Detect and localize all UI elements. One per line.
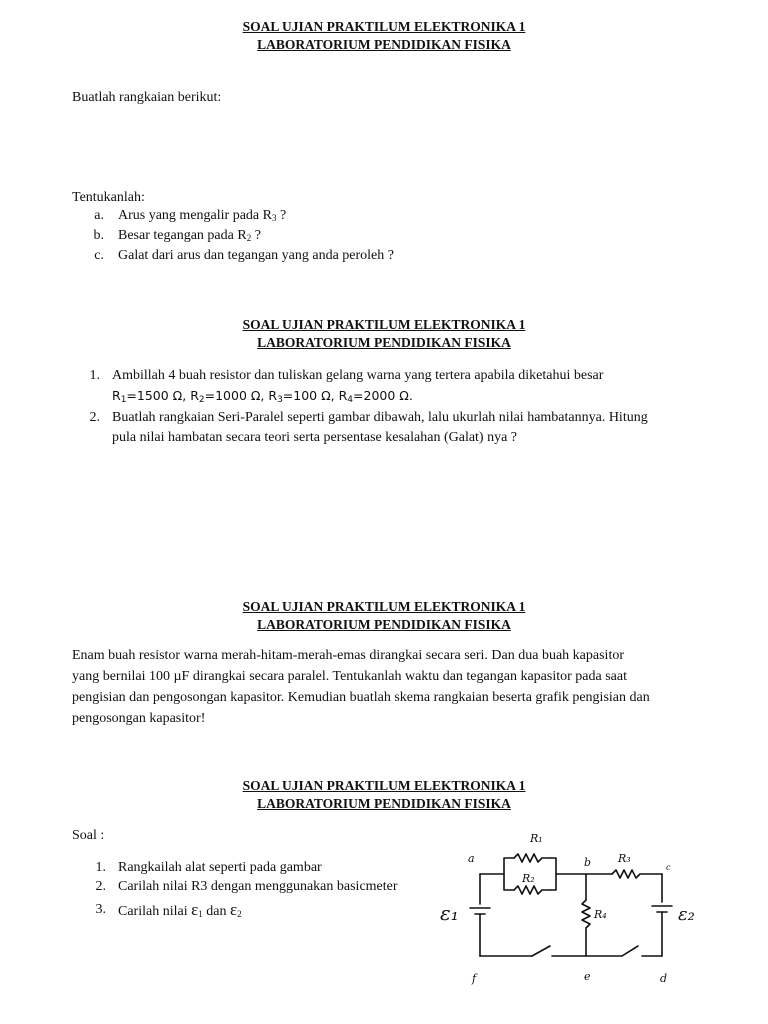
- resistor-r4: [582, 900, 590, 956]
- label-a: a: [468, 852, 475, 865]
- section-4-heading: [0, 777, 768, 813]
- switch-left: [532, 946, 550, 956]
- section-1-heading: [0, 18, 768, 54]
- heading-line-2: LABORATORIUM PENDIDIKAN FISIKA: [257, 796, 511, 811]
- label-b: b: [584, 856, 592, 869]
- heading-line-2: LABORATORIUM PENDIDIKAN FISIKA: [257, 37, 511, 52]
- list-marker: 1.: [95, 860, 106, 875]
- resistor-r3: [612, 870, 662, 878]
- resistor-values: $R_1=1500$ Ω, $R_2=1000$ Ω, $R_3=100$ Ω, $R_4=2000$ Ω.: [112, 388, 413, 405]
- resistor-r2: [514, 886, 550, 894]
- heading-line-2: LABORATORIUM PENDIDIKAN FISIKA: [257, 335, 511, 350]
- battery-e2: [652, 906, 672, 912]
- section-2-heading: [0, 316, 768, 352]
- circuit-diagram: [434, 822, 709, 990]
- battery-e1: [470, 908, 490, 914]
- heading-line-1: SOAL UJIAN PRAKTILUM ELEKTRONIKA 1: [242, 599, 526, 614]
- list-marker: 3.: [95, 902, 106, 917]
- label-e2: ε₂: [678, 904, 695, 925]
- section-4-label: Soal :: [72, 828, 105, 843]
- label-e: e: [584, 970, 591, 983]
- wire-a: [480, 858, 514, 874]
- label-r1: R₁: [530, 832, 543, 845]
- section-1-lead: Tentukanlah:: [72, 190, 145, 205]
- section-3-paragraph: Enam buah resistor warna merah-hitam-merah-emas dirangkai secara seri. Dan dua buah kapasitor yang bernilai 100 µF dirangkai secara paralel. Tentukanlah waktu dan tegangan kapasitor pada saat pengisian dan pengosongan kapasitor. Kemudian buatlah skema rangkaian beserta grafik pengisian dan pengosongan kapasitor!: [72, 648, 650, 726]
- heading-line-1: SOAL UJIAN PRAKTILUM ELEKTRONIKA 1: [242, 19, 526, 34]
- switch-right: [622, 946, 638, 956]
- heading-line-2: LABORATORIUM PENDIDIKAN FISIKA: [257, 617, 511, 632]
- label-r2: R₂: [522, 872, 535, 885]
- label-f: f: [472, 972, 477, 985]
- label-r3: R₃: [618, 852, 631, 865]
- list-marker: 2.: [95, 879, 106, 894]
- list-marker: a.: [94, 208, 104, 223]
- section-3-heading: [0, 598, 768, 634]
- heading-line-1: SOAL UJIAN PRAKTILUM ELEKTRONIKA 1: [242, 778, 526, 793]
- resistor-r1: [514, 854, 550, 862]
- heading-line-1: SOAL UJIAN PRAKTILUM ELEKTRONIKA 1: [242, 317, 526, 332]
- list-marker: b.: [93, 228, 104, 243]
- list-marker: c.: [94, 248, 104, 263]
- label-d: d: [660, 972, 668, 985]
- list-marker: 1.: [89, 368, 100, 383]
- label-c: c: [666, 863, 671, 872]
- label-r4: R₄: [594, 908, 607, 921]
- list-marker: 2.: [89, 410, 100, 425]
- label-e1: ε₁: [440, 901, 459, 925]
- section-1-intro: Buatlah rangkaian berikut:: [72, 90, 222, 105]
- document-page: SOAL UJIAN PRAKTILUM ELEKTRONIKA 1 LABORATORIUM PENDIDIKAN FISIKA Buatlah rangkaian berikut: Tentukanlah: a. Arus yang mengalir pada $R_3$ ? b. Besar tegangan pada $R_2$ ? c. Galat dari arus dan tegangan yang anda peroleh ? SOAL UJIAN PRAKTILUM ELEKTRONIKA 1 LABORATORIUM PENDIDIKAN FISIKA 1. Ambillah 4 buah resistor dan tuliskan gelang warna yang tertera apabila diketahui besar $R_1=1500$ Ω, $R_2=1000$ Ω, $R_3=100$ Ω, $R_4=2000$ Ω. 2. Buatlah rangkaian Seri-Paralel seperti gambar dibawah, lalu ukurlah nilai hambatannya. Hitung pula nilai hambatan secara teori serta persentase kesalahan (Galat) nya ? SOAL UJIAN PRAKTILUM ELEKTRONIKA 1 LABORATORIUM PENDIDIKAN FISIKA Enam buah resistor warna merah-hitam-merah-emas dirangkai secara seri. Dan dua buah kapasitor yang bernilai 100 µF dirangkai secara paralel. Tentukanlah waktu dan tegangan kapasitor pada saat pengisian dan pengosongan kapasitor. Kemudian buatlah skema rangkaian beserta grafik pengisian dan pengosongan kapasitor! SOAL UJIAN PRAKTILUM ELEKTRONIKA 1 LABORATORIUM PENDIDIKAN FISIKA Soal : 1. Rangkailah alat seperti pada gambar 2. Carilah nilai R3 dengan menggunakan basicmeter 3. Carilah nilai $\varepsilon_1$ dan $\varepsilon_2$ R₁ R₂ R₃ R₄ a b c d e f ε₁ ε₂: [0, 0, 768, 1024]
